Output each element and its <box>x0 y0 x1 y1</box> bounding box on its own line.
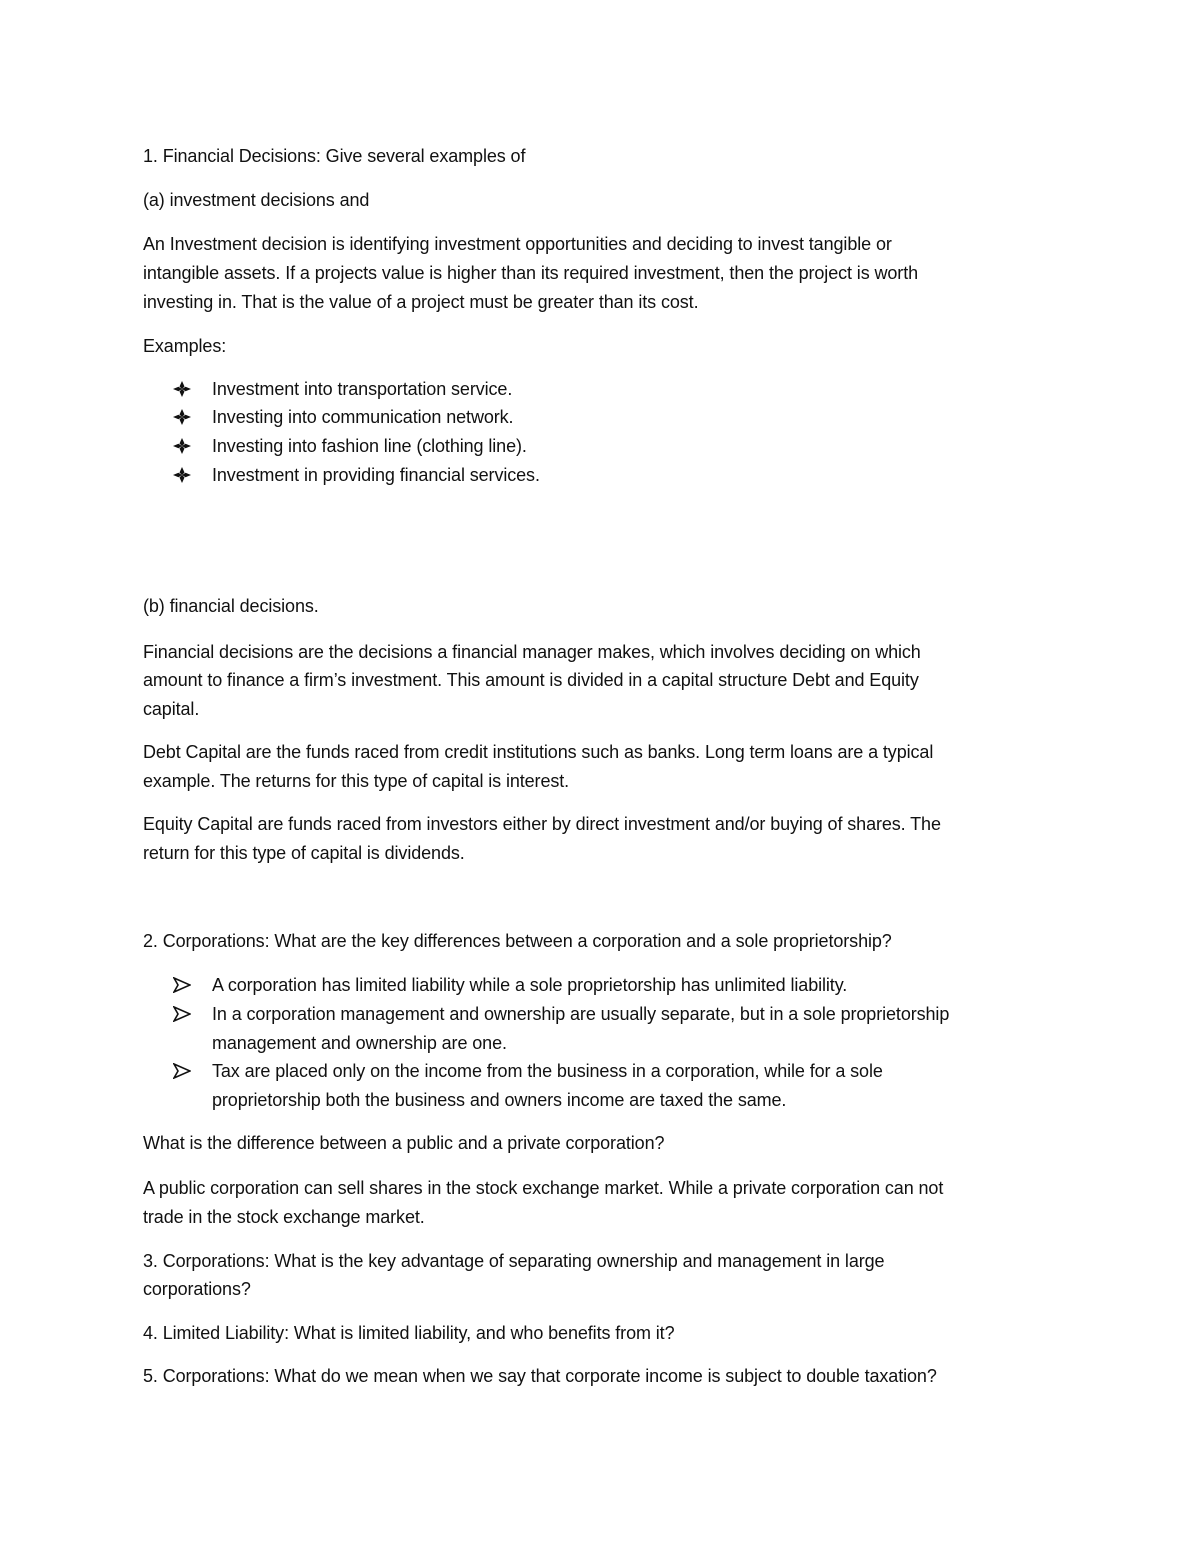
debt-para-line: example. The returns for this type of capital is interest. <box>143 771 570 791</box>
q1-para-line: An Investment decision is identifying investment opportunities and deciding to invest tangible or <box>143 234 892 254</box>
q1-part-a-heading: (a) investment decisions and <box>143 190 370 210</box>
diamond-star-icon <box>173 460 203 483</box>
example-item: Investing into fashion line (clothing line). <box>212 436 527 456</box>
difference-item: In a corporation management and ownership are usually separate, but in a sole proprietorship <box>212 1004 950 1024</box>
difference-item-cont: management and ownership are one. <box>212 1033 507 1053</box>
q1-para-line: investing in. That is the value of a project must be greater than its cost. <box>143 292 699 312</box>
q1-title: 1. Financial Decisions: Give several examples of <box>143 146 526 166</box>
arrowhead-icon <box>173 1056 203 1079</box>
q5-title: 5. Corporations: What do we mean when we say that corporate income is subject to double taxation? <box>143 1366 937 1386</box>
difference-item: Tax are placed only on the income from the business in a corporation, while for a sole <box>212 1061 883 1081</box>
difference-item: A corporation has limited liability while a sole proprietorship has unlimited liability. <box>212 975 848 995</box>
diamond-star-icon <box>173 374 203 397</box>
q4-title: 4. Limited Liability: What is limited liability, and who benefits from it? <box>143 1323 675 1343</box>
example-item: Investing into communication network. <box>212 407 514 427</box>
difference-item-cont: proprietorship both the business and owners income are taxed the same. <box>212 1090 787 1110</box>
q3-title-line: 3. Corporations: What is the key advantage of separating ownership and management in large <box>143 1251 885 1271</box>
examples-label: Examples: <box>143 336 227 356</box>
q2-answer-line: trade in the stock exchange market. <box>143 1207 425 1227</box>
example-item: Investment in providing financial services. <box>212 465 540 485</box>
q2-answer-line: A public corporation can sell shares in the stock exchange market. While a private corporation can not <box>143 1178 944 1198</box>
diamond-star-icon <box>173 431 203 454</box>
debt-para-line: Debt Capital are the funds raced from credit institutions such as banks. Long term loans are a typical <box>143 742 934 762</box>
q2-subquestion: What is the difference between a public and a private corporation? <box>143 1133 665 1153</box>
arrowhead-icon <box>173 999 203 1022</box>
equity-para-line: return for this type of capital is dividends. <box>143 843 465 863</box>
q1-para-line: intangible assets. If a projects value is higher than its required investment, then the project is worth <box>143 263 919 283</box>
q1-part-b-heading: (b) financial decisions. <box>143 596 319 616</box>
arrowhead-icon <box>173 970 203 993</box>
fin-para-line: amount to finance a firm’s investment. This amount is divided in a capital structure Debt and Equity <box>143 670 919 690</box>
fin-para-line: Financial decisions are the decisions a financial manager makes, which involves deciding on which <box>143 642 921 662</box>
diamond-star-icon <box>173 402 203 425</box>
q2-title: 2. Corporations: What are the key differences between a corporation and a sole proprietorship? <box>143 931 892 951</box>
q3-title-line: corporations? <box>143 1279 251 1299</box>
fin-para-line: capital. <box>143 699 200 719</box>
equity-para-line: Equity Capital are funds raced from investors either by direct investment and/or buying of shares. The <box>143 814 941 834</box>
example-item: Investment into transportation service. <box>212 379 513 399</box>
